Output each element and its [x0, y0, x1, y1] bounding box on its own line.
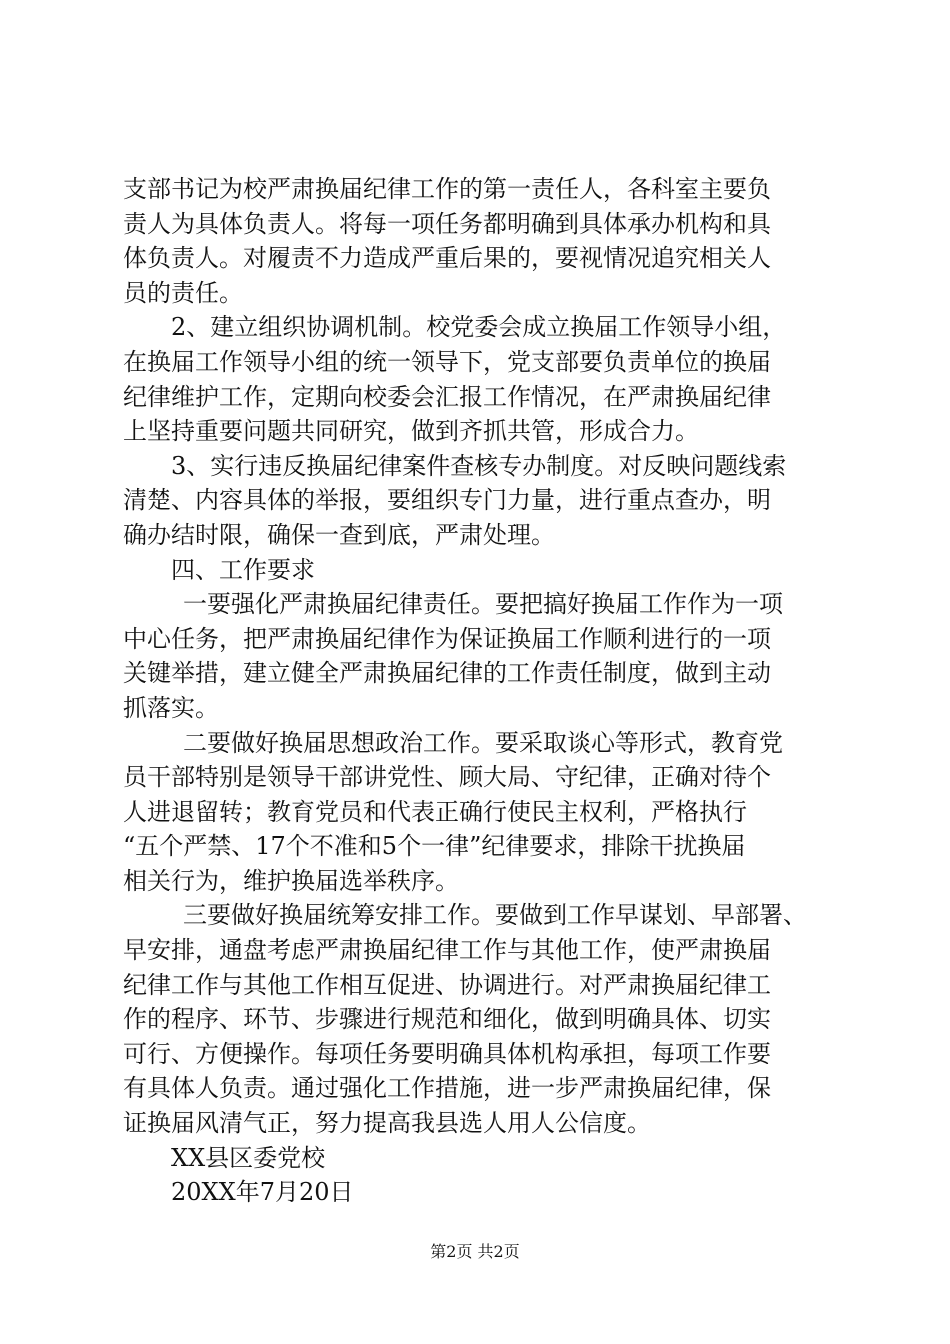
- text-line: 员干部特别是领导干部讲党性、顾大局、守纪律，正确对待个: [123, 763, 771, 792]
- text-line: 2、建立组织协调机制。校党委会成立换届工作领导小组，: [171, 313, 787, 342]
- text-line: 证换届风清气正，努力提高我县选人用人公信度。: [123, 1109, 651, 1138]
- section-heading: 四、工作要求: [171, 555, 315, 584]
- signature-date: 20XX年7月20日: [171, 1178, 354, 1207]
- text-line: 一要强化严肃换届纪律责任。要把搞好换届工作作为一项: [183, 590, 783, 619]
- text-line: 支部书记为校严肃换届纪律工作的第一责任人，各科室主要负: [123, 175, 771, 203]
- text-line: 体负责人。对履责不力造成严重后果的，要视情况追究相关人: [123, 244, 771, 273]
- text-line: 有具体人负责。通过强化工作措施，进一步严肃换届纪律，保: [123, 1074, 771, 1103]
- text-line: 员的责任。: [123, 278, 243, 307]
- text-line: 纪律维护工作，定期向校委会汇报工作情况，在严肃换届纪律: [123, 382, 771, 411]
- text-line: 在换届工作领导小组的统一领导下，党支部要负责单位的换届: [123, 347, 771, 376]
- text-line: 关键举措，建立健全严肃换届纪律的工作责任制度，做到主动: [123, 659, 771, 688]
- text-line: 二要做好换届思想政治工作。要采取谈心等形式，教育党: [183, 728, 783, 757]
- text-line: 作的程序、环节、步骤进行规范和细化，做到明确具体、切实: [123, 1005, 771, 1034]
- text-line: 中心任务，把严肃换届纪律作为保证换届工作顺利进行的一项: [123, 624, 771, 653]
- page-number-footer: 第2页 共2页: [430, 1242, 520, 1261]
- text-line: 抓落实。: [123, 693, 219, 722]
- text-line: 纪律工作与其他工作相互促进、协调进行。对严肃换届纪律工: [123, 970, 771, 999]
- text-line: 相关行为，维护换届选举秩序。: [123, 866, 459, 895]
- text-line: 人进退留转；教育党员和代表正确行使民主权利，严格执行: [123, 797, 747, 826]
- text-line: 责人为具体负责人。将每一项任务都明确到具体承办机构和具: [123, 209, 771, 238]
- text-line: “五个严禁、17个不准和5个一律”纪律要求，排除干扰换届: [123, 832, 746, 861]
- text-line: 可行、方便操作。每项任务要明确具体机构承担，每项工作要: [123, 1039, 771, 1068]
- text-line: 确办结时限，确保一查到底，严肃处理。: [123, 520, 555, 549]
- document-body: [123, 172, 833, 1210]
- signature-organization: XX县区委党校: [171, 1143, 326, 1172]
- text-line: 3、实行违反换届纪律案件查核专办制度。对反映问题线索: [171, 451, 787, 480]
- text-line: 三要做好换届统筹安排工作。要做到工作早谋划、早部署、: [183, 901, 807, 930]
- text-line: 早安排，通盘考虑严肃换届纪律工作与其他工作，使严肃换届: [123, 936, 771, 965]
- text-line: 上坚持重要问题共同研究，做到齐抓共管，形成合力。: [123, 417, 699, 446]
- text-line: 清楚、内容具体的举报，要组织专门力量，进行重点查办，明: [123, 486, 771, 515]
